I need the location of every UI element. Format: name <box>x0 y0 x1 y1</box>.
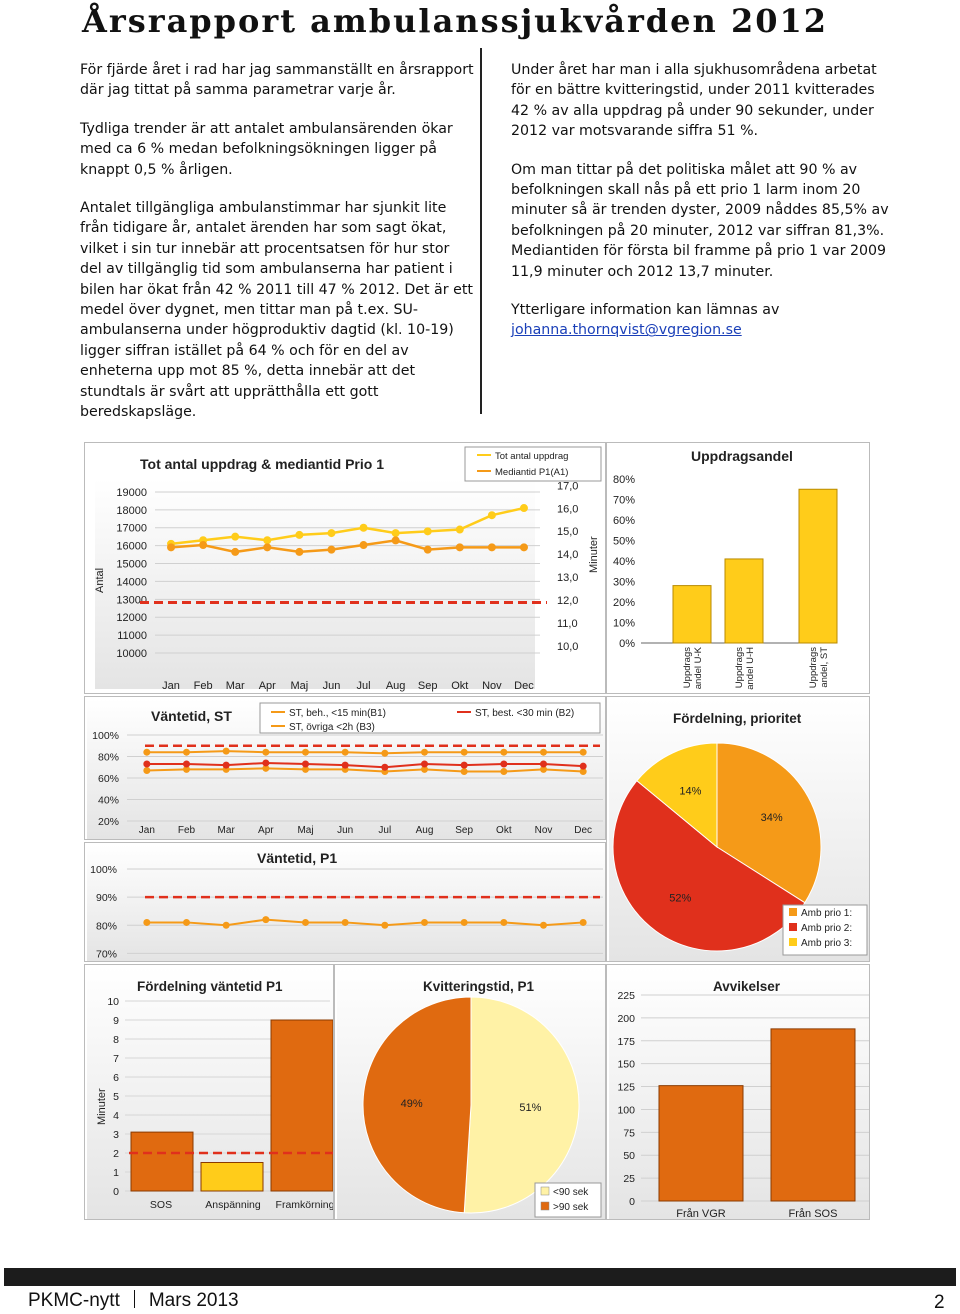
x-tick-label: Maj <box>297 825 314 836</box>
series-point <box>302 761 309 768</box>
series-point <box>223 748 230 755</box>
series-point <box>183 919 190 926</box>
x-tick-label-line: andel U-K <box>693 647 704 690</box>
x-tick-label <box>682 646 704 689</box>
legend-swatch <box>541 1202 549 1210</box>
x-tick-label: Mar <box>217 825 235 836</box>
y2-tick-label: 10,0 <box>557 641 579 654</box>
y-tick-label: 9 <box>113 1015 119 1027</box>
y-tick-label: 3 <box>113 1129 119 1141</box>
series-point <box>342 749 349 756</box>
x-tick-label <box>808 647 830 688</box>
footer-publication: PKMC-nytt <box>28 1290 120 1311</box>
series-point <box>580 763 587 770</box>
chart-title: Väntetid, ST <box>151 708 232 724</box>
series-point <box>421 919 428 926</box>
y-tick-label: 2 <box>113 1148 119 1160</box>
x-tick-label: Dec <box>514 680 534 692</box>
chart-svg <box>607 965 870 1220</box>
y-tick-label: 1 <box>113 1167 119 1179</box>
paragraph: Under året har man i alla sjukhusområdena arbetat för en bättre kvitteringstid, under 2011 kvitterades 42 % av alla uppdrag på under 90 sekunder, under 2012 var motsvarande siffra 51 %. <box>511 62 877 140</box>
y-tick-label: 70% <box>95 948 117 961</box>
y-tick-label: 100 <box>617 1104 635 1117</box>
point-uppdrag <box>327 529 335 537</box>
y-tick-label: 25 <box>623 1173 635 1186</box>
series-point <box>342 919 349 926</box>
y-tick-label: 0% <box>619 638 635 650</box>
contact-text: Ytterligare information kan lämnas av <box>511 302 780 319</box>
legend-label: Mediantid P1(A1) <box>495 467 569 478</box>
series-point <box>580 919 587 926</box>
legend-label: ST, beh., <15 min(B1) <box>289 708 386 719</box>
x-tick-label-line: Uppdrags <box>808 647 819 689</box>
paragraph: För fjärde året i rad har jag sammanställt en årsrapport där jag tittat på samma parametrar varje år. <box>80 62 474 99</box>
bar <box>771 1029 855 1201</box>
y-tick-label: 19000 <box>116 486 147 499</box>
y-axis-label: Antal <box>94 567 106 593</box>
x-tick-label: Mar <box>225 680 245 692</box>
bar <box>271 1020 333 1191</box>
chart-kvitteringstid <box>334 964 606 1220</box>
y-tick-label: 0 <box>629 1196 635 1208</box>
paragraph: Om man tittar på det politiska målet att 90 % av befolkningen skall nås på ett prio 1 larm inom 20 minuter så är trenden dyster, 2009 nåddes 85,5% av befolkningen på 20 minuter, 2012 var siffran 81,3%. Mediantiden för första bil framme på prio 1 var 2009 11,9 minuter och 2012 13,7 minuter. <box>511 161 889 280</box>
x-tick-label: Framkörning <box>275 1199 335 1211</box>
series-point <box>580 749 587 756</box>
report-title: Årsrapport ambulanssjukvården 2012 <box>82 2 828 40</box>
point-uppdrag <box>488 511 496 519</box>
y-tick-label: 12000 <box>116 612 147 625</box>
x-tick-label: Maj <box>290 680 309 692</box>
y-tick-label: 40% <box>97 794 119 807</box>
chart-total-uppdrag <box>84 442 606 694</box>
series-point <box>223 762 230 769</box>
chart-svg <box>335 965 606 1220</box>
y-tick-label: 75 <box>623 1127 635 1140</box>
paragraph: Antalet tillgängliga ambulanstimmar har sjunkit lite från tidigare år, antalet ärenden har som sagt ökat, vilket i sin tur innebär att procentsatsen för hur stor del av tillgänglig tid som ambulanserna har patient i bilen har ökat från 42 % 2011 till 47 % 2012. Det är ett medel över dygnet, men tittar man på t.ex. SU-ambulanserna under högproduktiv dagtid (kl. 10-19) ligger siffran istället på 64 % och för en del av enheterna upp mot 85 %, detta innebär att det stundtals är svårt att upprätthålla ett gott beredskapsläge. <box>80 200 473 421</box>
y-tick-label: 40% <box>612 556 635 568</box>
chart-title: Kvitteringstid, P1 <box>423 979 535 994</box>
series-point <box>500 761 507 768</box>
point-uppdrag <box>263 536 271 544</box>
page-number: 2 <box>934 1292 945 1313</box>
y-tick-label: 200 <box>617 1012 635 1025</box>
series-point <box>342 762 349 769</box>
bar <box>131 1132 193 1191</box>
point-uppdrag <box>295 531 303 539</box>
y-tick-label: 7 <box>113 1053 119 1065</box>
y-tick-label: 0 <box>113 1186 119 1198</box>
x-tick-label-line: andel U-H <box>745 647 756 690</box>
y-tick-label: 6 <box>113 1072 119 1084</box>
chart-svg <box>85 843 606 962</box>
y-tick-label: 80% <box>612 474 635 486</box>
y-tick-label: 4 <box>113 1110 119 1122</box>
series-point <box>461 749 468 756</box>
legend-label: Amb prio 2: <box>801 923 853 934</box>
series-point <box>540 761 547 768</box>
column-divider <box>480 48 482 414</box>
point-mediantid <box>295 548 303 556</box>
y-tick-label: 50 <box>623 1150 635 1163</box>
chart-svg <box>85 443 606 694</box>
series-point <box>183 761 190 768</box>
chart-svg <box>85 697 606 840</box>
y-tick-label: 15000 <box>116 558 147 571</box>
chart-svg <box>607 443 870 694</box>
x-tick-label: Okt <box>496 825 512 836</box>
y2-tick-label: 12,0 <box>557 595 579 608</box>
legend-swatch <box>789 923 797 931</box>
chart-vantetid-st <box>84 696 606 840</box>
y-tick-label: 60% <box>612 515 635 527</box>
point-mediantid <box>327 546 335 554</box>
legend-label: Amb prio 3: <box>801 938 853 949</box>
paragraph: Tydliga trender är att antalet ambulansärenden ökar med ca 6 % medan befolkningsökningen ligger på knappt 0,5 % årligen. <box>80 120 453 178</box>
point-mediantid <box>263 543 271 551</box>
point-mediantid <box>231 548 239 556</box>
y-tick-label: 100% <box>90 864 117 876</box>
y-tick-label: 150 <box>617 1058 635 1071</box>
y-tick-label: 225 <box>617 990 635 1002</box>
y-tick-label: 125 <box>617 1081 635 1094</box>
bar <box>659 1086 743 1201</box>
y-axis-label: Minuter <box>96 1088 108 1125</box>
y-tick-label: 11000 <box>117 630 147 643</box>
point-uppdrag <box>392 529 400 537</box>
series-point <box>381 764 388 771</box>
x-tick-label: Sep <box>417 680 438 692</box>
series-point <box>262 916 269 923</box>
plot-area <box>95 479 535 689</box>
x-tick-label: Jul <box>356 680 371 692</box>
x-tick-label: Okt <box>451 680 469 692</box>
y-tick-label: 8 <box>113 1034 119 1046</box>
point-mediantid <box>424 546 432 554</box>
series-point <box>500 919 507 926</box>
x-tick-label: Feb <box>177 825 196 836</box>
chart-title: Fördelning, prioritet <box>673 711 802 726</box>
y2-tick-label: 15,0 <box>557 526 579 539</box>
x-tick-label-line: andel, ST <box>819 647 830 688</box>
y-tick-label: 13000 <box>116 594 147 607</box>
y-tick-label: 100% <box>92 730 119 742</box>
x-tick-label: Apr <box>258 680 276 692</box>
x-tick-label: Nov <box>534 825 553 836</box>
point-mediantid <box>520 543 528 551</box>
chart-vantetid-p1 <box>84 842 606 962</box>
y-tick-label: 17000 <box>116 522 147 535</box>
series-point <box>183 749 190 756</box>
legend-swatch <box>789 908 797 916</box>
series-point <box>461 919 468 926</box>
footer <box>28 1290 239 1312</box>
footer-date: Mars 2013 <box>148 1290 239 1311</box>
series-point <box>421 749 428 756</box>
series-point <box>461 768 468 775</box>
chart-svg <box>607 697 870 962</box>
y-tick-label: 90% <box>95 892 117 905</box>
x-tick-label: Feb <box>193 680 213 692</box>
point-uppdrag <box>424 527 432 535</box>
y-tick-label: 18000 <box>116 504 147 517</box>
chart-title: Uppdragsandel <box>691 448 793 464</box>
slice-label: 34% <box>760 811 783 824</box>
series-point <box>461 762 468 769</box>
series-point <box>143 767 150 774</box>
series-point <box>223 922 230 929</box>
y-tick-label: 10% <box>612 617 635 630</box>
y-tick-label: 16000 <box>116 540 147 553</box>
series-point <box>302 749 309 756</box>
x-tick-label: Jun <box>322 680 341 692</box>
series-point <box>381 750 388 757</box>
legend-swatch <box>789 938 797 946</box>
chart-fordelning-prioritet <box>606 696 870 962</box>
y2-tick-label: 14,0 <box>557 549 579 562</box>
x-tick-label: Från VGR <box>676 1208 726 1220</box>
chart-title: Väntetid, P1 <box>257 850 338 866</box>
legend-label: ST, best. <30 min (B2) <box>475 708 575 719</box>
series-point <box>143 749 150 756</box>
chart-title: Tot antal uppdrag & mediantid Prio 1 <box>140 456 384 472</box>
bar <box>201 1163 263 1192</box>
series-point <box>381 922 388 929</box>
legend-label: >90 sek <box>553 1202 589 1213</box>
x-tick-label: Aug <box>385 680 406 692</box>
slice-label: 52% <box>669 892 692 905</box>
series-point <box>421 761 428 768</box>
slice-label: 49% <box>400 1098 423 1111</box>
x-tick-label: Sep <box>455 825 474 836</box>
series-point <box>540 749 547 756</box>
slice-label: 14% <box>679 785 702 798</box>
y-tick-label: 80% <box>95 920 117 933</box>
x-tick-label: Anspänning <box>205 1199 261 1211</box>
chart-title: Fördelning väntetid P1 <box>137 979 283 994</box>
y2-tick-label: 13,0 <box>557 572 579 585</box>
y2-axis-label: Minuter <box>588 536 600 573</box>
right-column <box>511 60 891 341</box>
series-point <box>143 919 150 926</box>
x-tick-label: Jul <box>378 825 392 836</box>
y-tick-label: 80% <box>97 751 119 764</box>
series-point <box>500 749 507 756</box>
y-tick-label: 30% <box>612 576 635 589</box>
point-mediantid <box>360 541 368 549</box>
y-tick-label: 50% <box>612 535 635 548</box>
x-tick-label: Jan <box>162 680 180 692</box>
y2-tick-label: 11,0 <box>557 618 578 631</box>
x-tick-label-line: Uppdrags <box>734 647 745 689</box>
x-tick-label: Nov <box>482 680 502 692</box>
point-uppdrag <box>456 526 464 534</box>
x-tick-label <box>734 647 756 690</box>
chart-uppdragsandel <box>606 442 870 694</box>
series-point <box>262 749 269 756</box>
point-mediantid <box>456 543 464 551</box>
plot-background <box>87 845 605 961</box>
footer-separator <box>134 1290 135 1308</box>
x-tick-label: SOS <box>149 1199 173 1211</box>
x-tick-label: Aug <box>415 825 434 836</box>
chart-title: Avvikelser <box>713 979 781 994</box>
y-tick-label: 14000 <box>116 576 147 589</box>
series-point <box>262 759 269 766</box>
point-uppdrag <box>231 533 239 541</box>
point-uppdrag <box>360 524 368 532</box>
x-tick-label: Från SOS <box>788 1208 838 1220</box>
legend-label: ST, övriga <2h (B3) <box>289 722 375 733</box>
bar <box>799 489 837 643</box>
y-tick-label: 10000 <box>116 648 147 660</box>
y-tick-label: 5 <box>113 1091 119 1103</box>
chart-svg <box>85 965 334 1220</box>
legend-swatch <box>541 1187 549 1195</box>
point-mediantid <box>199 541 207 549</box>
y-tick-label: 20% <box>612 597 635 609</box>
chart-avvikelser <box>606 964 870 1220</box>
bar <box>725 559 763 643</box>
point-mediantid <box>488 543 496 551</box>
series-point <box>500 768 507 775</box>
x-tick-label: Dec <box>574 825 593 836</box>
legend-label: Tot antal uppdrag <box>495 451 569 462</box>
x-tick-label: Jan <box>138 825 155 836</box>
series-point <box>143 761 150 768</box>
left-column <box>80 60 475 441</box>
y-tick-label: 70% <box>612 494 635 507</box>
x-tick-label: Apr <box>258 825 274 836</box>
point-uppdrag <box>520 504 528 512</box>
point-mediantid <box>392 536 400 544</box>
point-mediantid <box>167 543 175 551</box>
legend-label: <90 sek <box>553 1187 589 1198</box>
chart-fordelning-vantetid <box>84 964 334 1220</box>
legend-label: Amb prio 1: <box>801 908 853 919</box>
x-tick-label-line: Uppdrags <box>682 647 693 689</box>
y2-tick-label: 16,0 <box>557 503 579 516</box>
y-tick-label: 20% <box>97 816 119 828</box>
y-tick-label: 10 <box>107 996 119 1008</box>
contact-email-link[interactable]: johanna.thornqvist@vgregion.se <box>511 322 742 339</box>
x-tick-label: Jun <box>337 825 354 836</box>
series-point <box>540 922 547 929</box>
slice-label: 51% <box>519 1101 542 1114</box>
y-tick-label: 60% <box>97 773 119 785</box>
y-tick-label: 175 <box>617 1035 635 1048</box>
series-point <box>302 919 309 926</box>
footer-bar <box>4 1268 956 1286</box>
bar <box>673 586 711 643</box>
y2-tick-label: 17,0 <box>557 480 579 493</box>
